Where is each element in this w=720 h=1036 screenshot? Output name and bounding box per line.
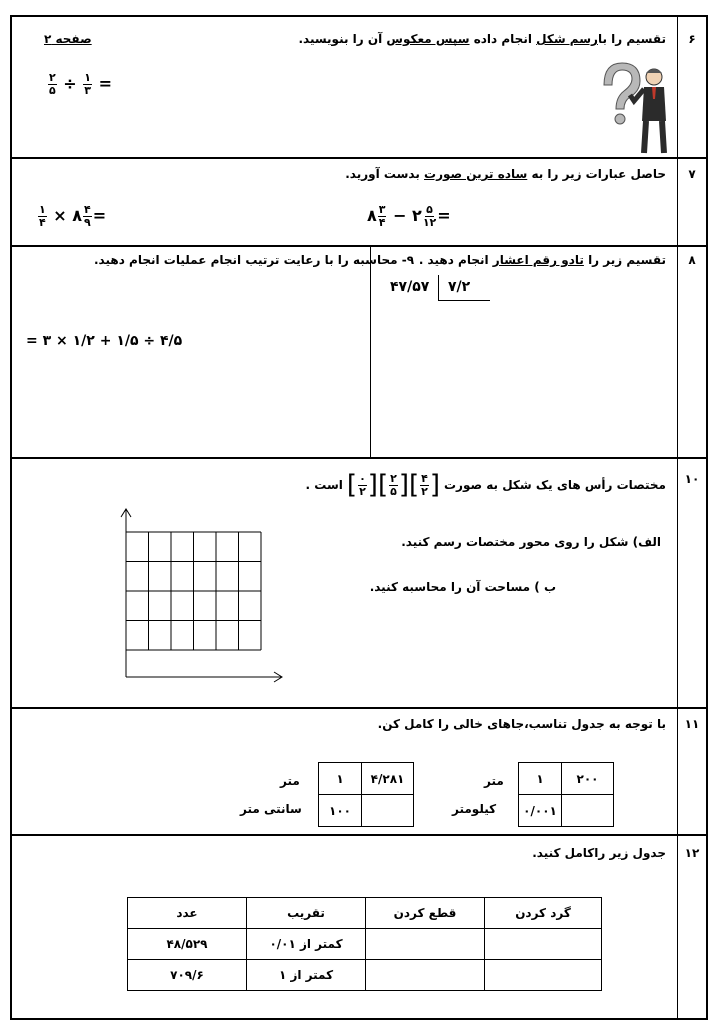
q11-instruction: با توجه به جدول تناسب،جاهای خالی را کامل کن. [377,717,666,731]
q9-instruction: ۹- محاسبه را با رعایت ترتیب انجام عملیات انجام دهید. [94,253,415,267]
q8-q9-divider [370,245,371,457]
q12-instruction: جدول زیر راکامل کنید. [532,846,666,860]
equals-sign: = [98,74,112,93]
division-sign: ÷ [63,74,77,93]
q9-expression: ۴/۵ ÷ ۱/۵ + ۱/۲ × ۳ = [26,333,183,349]
q6-fraction-2: $\frac{۱}{۳}$ [84,71,91,97]
q7-instruction: حاصل عبارات زیر را به ساده ترین صورت بدست آورید. [345,167,666,181]
header-number: عدد [128,898,247,929]
q6-fraction-1: $\frac{۲}{۵}$ [49,71,56,97]
separator-q11-q12 [12,834,706,836]
proportion-table-b [318,762,414,827]
tableB-unit-row1: متر [280,774,300,788]
question-number-10: ۱۰ [684,472,700,486]
worksheet-page [10,15,708,1020]
tableB-cell: ۱۰۰ [319,795,362,827]
table-cell: ۴۸/۵۲۹ [128,929,247,960]
q7-expression-b: $\frac{۱}{۴}$ × ۸ $\frac{۴}{۹}$ = [39,203,107,229]
tableA-cell: ۲۰۰ [562,763,614,795]
question-number-6: ۶ [688,32,696,46]
proportion-table-a [518,762,614,827]
q6-instruction: تقسیم را بارسم شکل انجام داده سپس معکوس آن را بنویسید. [298,32,666,46]
tableA-unit-row1: متر [484,774,504,788]
separator-q10-q11 [12,707,706,709]
tableB-empty-cell[interactable] [362,795,414,827]
q8-dividend: ۴۷/۵۷ [390,279,430,295]
header-round: گرد کردن [485,898,602,929]
table-cell: کمتر از ۱ [247,960,366,991]
tableB-cell: ۱ [319,763,362,795]
separator-q8-q10 [12,457,706,459]
tableB-cell: ۴/۲۸۱ [362,763,414,795]
long-division-underline [438,300,490,301]
tableA-cell: ۰/۰۰۱ [519,795,562,827]
q7-expression-a: ۸ $\frac{۳}{۴}$ − ۲ $\frac{۵}{۱۲}$ = [367,203,451,229]
table-empty-cell[interactable] [366,960,485,991]
header-approximation: تقریب [247,898,366,929]
question-number-12: ۱۲ [684,846,700,860]
rounding-table [127,897,602,991]
tableB-unit-row2: سانتی متر [240,802,302,816]
long-division-bar [438,275,439,301]
question-number-8: ۸ [688,253,696,267]
q10-part-b: ب ) مساحت آن را محاسبه کنید. [369,580,556,594]
thinking-man-question-mark-illustration [594,55,674,155]
tableA-empty-cell[interactable] [562,795,614,827]
table-empty-cell[interactable] [485,960,602,991]
tableA-unit-row2: کیلومتر [452,802,497,816]
vertex-coordinates: [ $\frac{۰}{۲}$ ] [ $\frac{۲}{۵}$ ] [ $\frac{۴}{۲}$ ] [346,470,440,500]
table-cell: ۷۰۹/۶ [128,960,247,991]
q8-instruction: تقسیم زیر را تادو رقم اعشار انجام دهید . [418,253,666,267]
q10-instruction: مختصات رأس های یک شکل به صورت [ $\frac{۰}{۲}$ ] [ $\frac{۲}{۵}$ ] [ $\frac{۴}{۲}$ ] است . [305,470,666,500]
header-truncate: قطع کردن [366,898,485,929]
coordinate-grid[interactable] [112,505,287,685]
table-empty-cell[interactable] [366,929,485,960]
q8-divisor: ۷/۲ [448,279,471,295]
separator-q6-q7 [12,157,706,159]
q6-expression [47,72,112,97]
tableA-cell: ۱ [519,763,562,795]
question-number-11: ۱۱ [684,717,700,731]
page-label: صفحه ۲ [44,32,92,46]
table-empty-cell[interactable] [485,929,602,960]
q10-part-a: الف) شکل را روی محور مختصات رسم کنید. [401,535,661,549]
question-number-7: ۷ [688,167,696,181]
separator-q7-q8 [12,245,706,247]
table-cell: کمتر از ۰/۰۱ [247,929,366,960]
